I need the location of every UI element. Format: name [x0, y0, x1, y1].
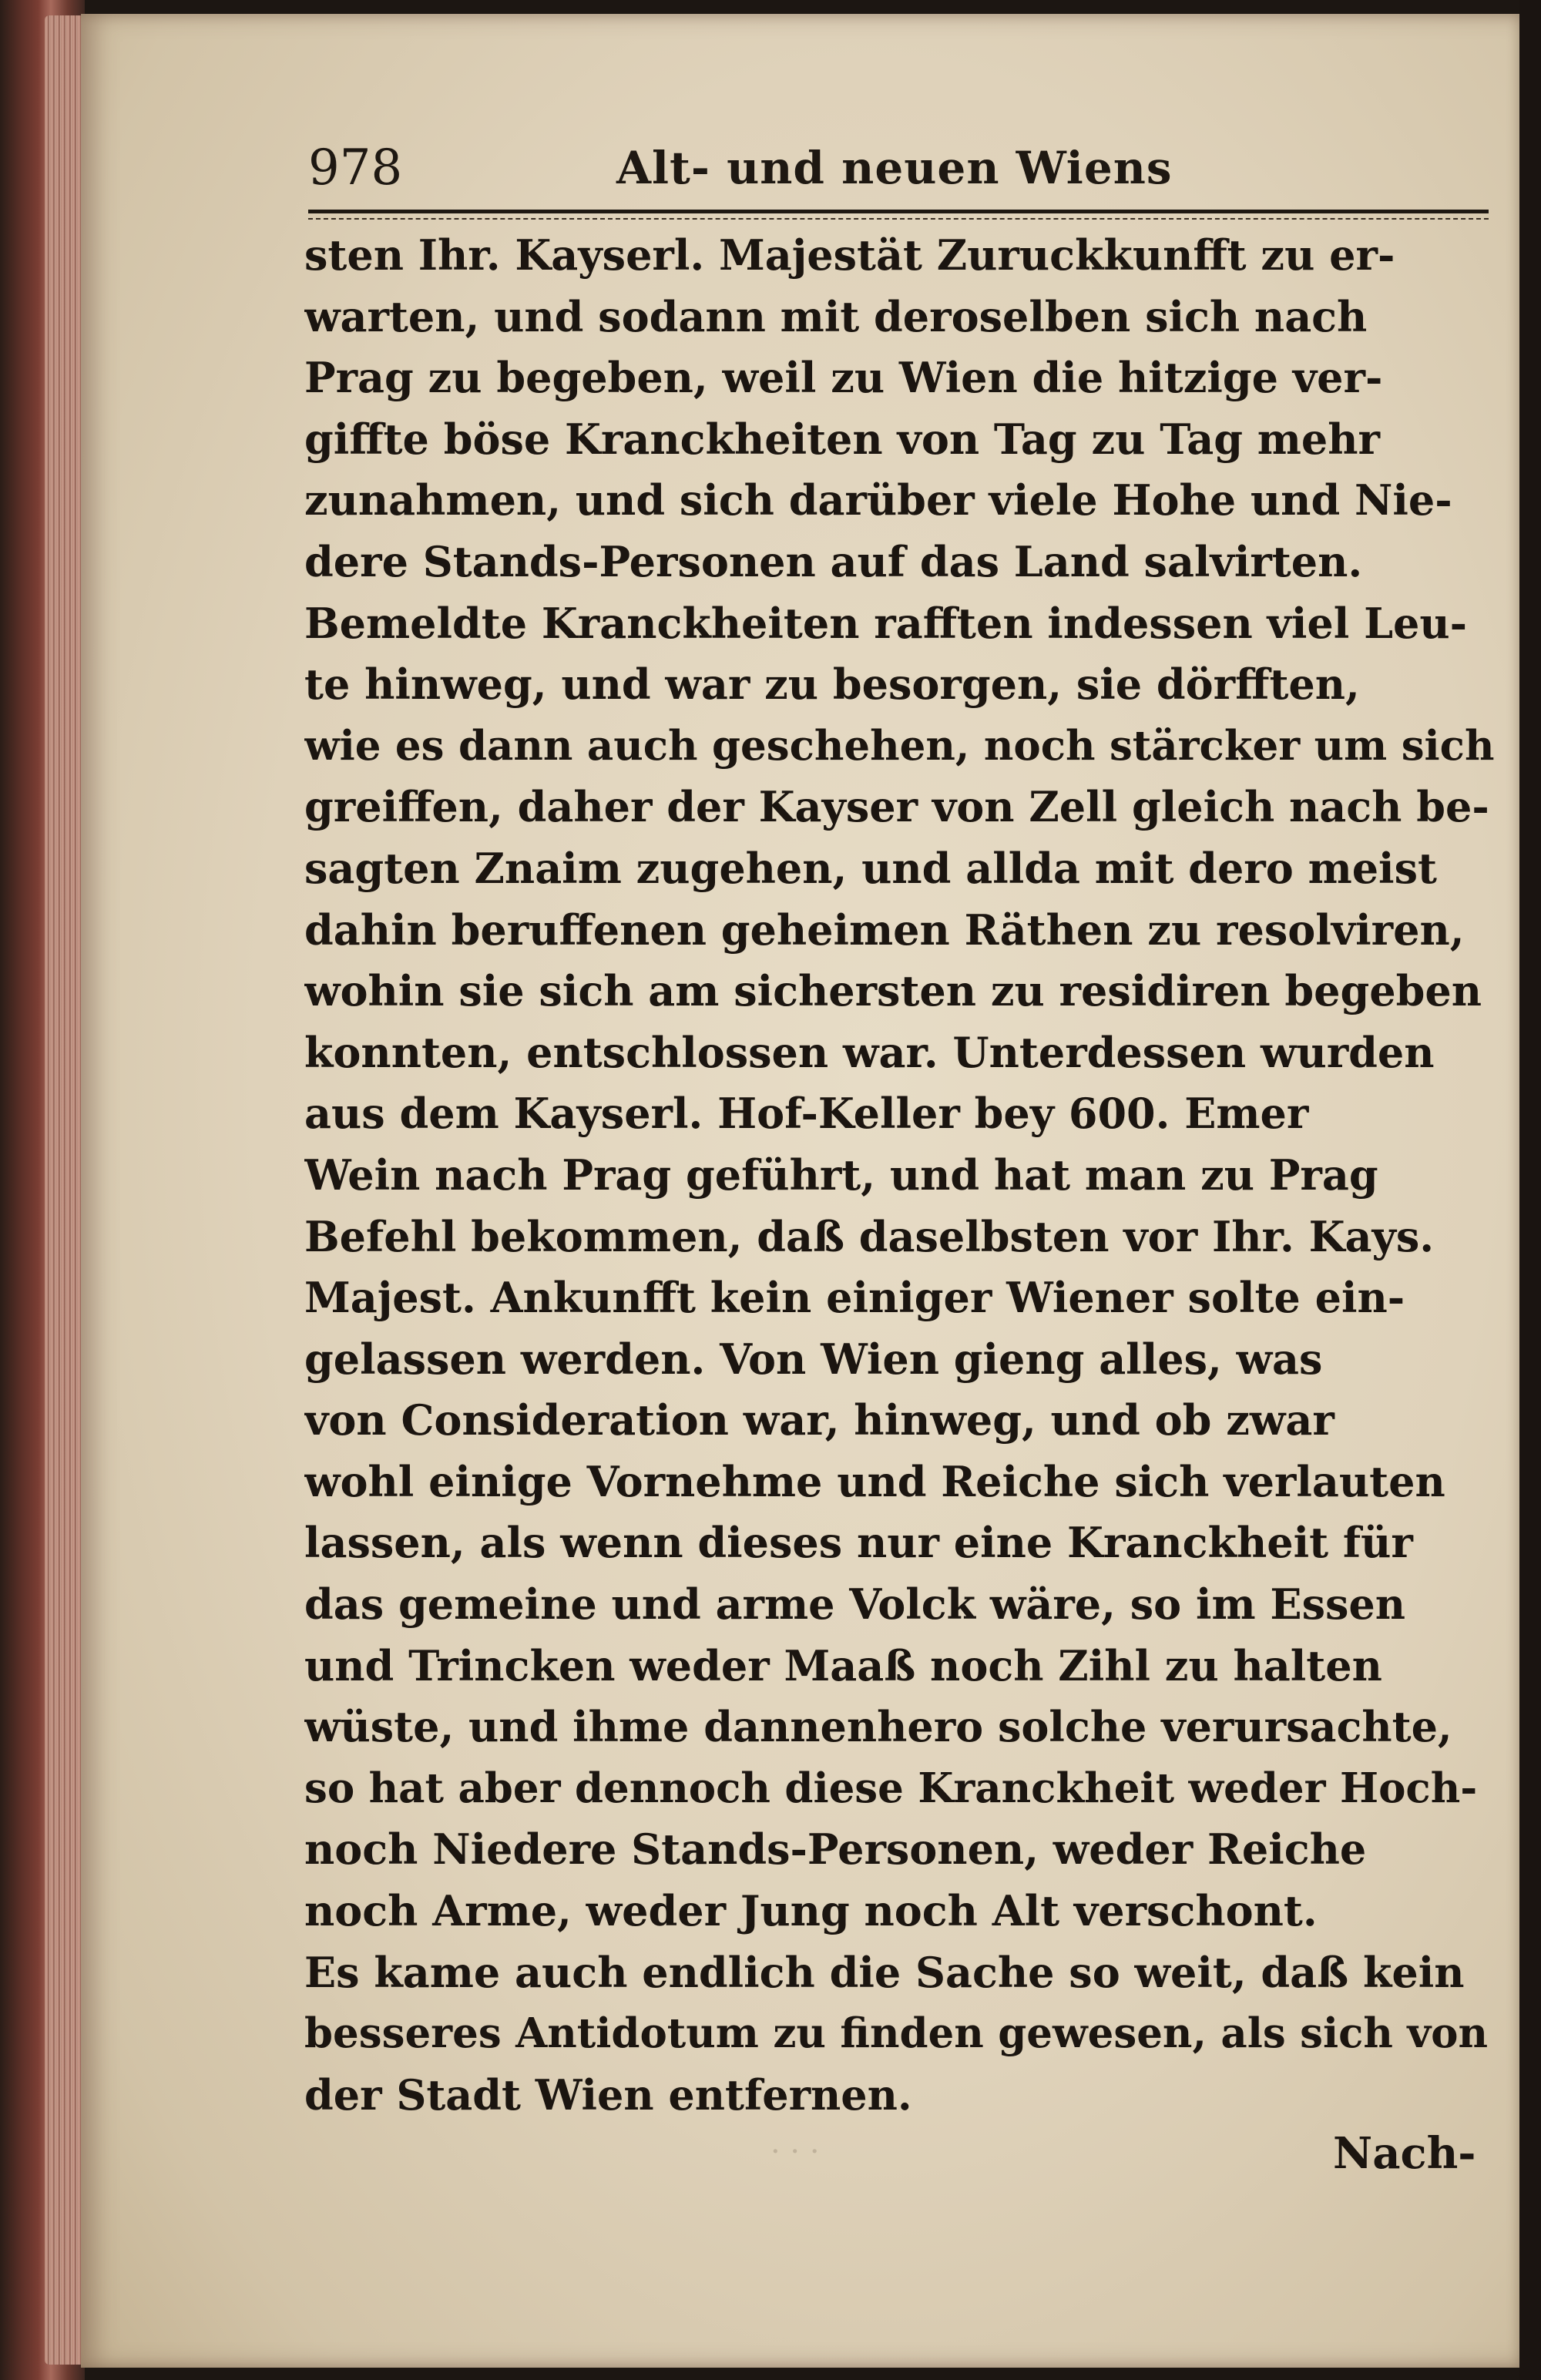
- page-number: 978: [308, 139, 403, 196]
- text-line: so hat aber dennoch diese Kranckheit weder Hoch-: [304, 1764, 1478, 1812]
- text-line: wohl einige Vornehme und Reiche sich verlauten: [304, 1456, 1445, 1506]
- text-line: Bemeldte Kranckheiten rafften indessen viel Leu-: [304, 598, 1468, 648]
- header-rule-dashed: [308, 218, 1489, 220]
- text-line: te hinweg, und war zu besorgen, sie dörfften,: [304, 660, 1360, 710]
- text-line: noch Arme, weder Jung noch Alt verschont.: [304, 1886, 1318, 1936]
- text-line: konnten, entschlossen war. Unterdessen wurden: [304, 1027, 1435, 1077]
- text-line: Wein nach Prag geführt, und hat man zu Prag: [304, 1150, 1378, 1200]
- scan-border: [1519, 0, 1541, 2380]
- text-line: greiffen, daher der Kayser von Zell gleich nach be-: [304, 782, 1489, 832]
- text-line: Majest. Ankunfft kein einiger Wiener solte ein-: [304, 1273, 1405, 1323]
- text-line: sten Ihr. Kayserl. Majestät Zuruckkunfft zu er-: [304, 230, 1395, 280]
- running-head: [308, 137, 1487, 206]
- text-line: aus dem Kayserl. Hof-Keller bey 600. Emer: [304, 1089, 1309, 1139]
- text-line: zunahmen, und sich darüber viele Hohe und Nie-: [304, 475, 1452, 525]
- text-line: wüste, und ihme dannenhero solche verursachte,: [304, 1702, 1452, 1752]
- bleed-through-marks: · · ·: [770, 2134, 820, 2170]
- text-line: lassen, als wenn dieses nur eine Kranckheit für: [304, 1518, 1413, 1568]
- text-line: gelassen werden. Von Wien gieng alles, was: [304, 1334, 1323, 1384]
- text-line: und Trincken weder Maaß noch Zihl zu halten: [304, 1640, 1382, 1690]
- text-line: wie es dann auch geschehen, noch stärcker um sich: [304, 721, 1495, 770]
- text-line: warten, und sodann mit deroselben sich nach: [304, 291, 1368, 341]
- text-line: besseres Antidotum zu finden gewesen, als sich von: [304, 2009, 1489, 2058]
- text-line: Es kame auch endlich die Sache so weit, daß kein: [304, 1947, 1465, 1997]
- text-line: das gemeine und arme Volck wäre, so im Essen: [304, 1579, 1405, 1630]
- header-rule: [308, 210, 1489, 213]
- catchword: Nach-: [1333, 2128, 1476, 2179]
- running-title: Alt- und neuen Wiens: [616, 142, 1173, 194]
- text-line: wohin sie sich am sichersten zu residiren begeben: [304, 966, 1482, 1016]
- text-line: dere Stands-Personen auf das Land salvirten.: [304, 536, 1363, 586]
- text-line: der Stadt Wien entfernen.: [304, 2069, 912, 2120]
- text-line: Befehl bekommen, daß daselbsten vor Ihr. Kays.: [304, 1211, 1435, 1261]
- text-line: Prag zu begeben, weil zu Wien die hitzige ver-: [304, 353, 1383, 403]
- text-line: giffte böse Kranckheiten von Tag zu Tag mehr: [304, 414, 1380, 464]
- text-line: von Consideration war, hinweg, und ob zwar: [304, 1395, 1335, 1445]
- text-line: noch Niedere Stands-Personen, weder Reiche: [304, 1824, 1367, 1875]
- body-text: [304, 225, 1495, 2126]
- text-line: sagten Znaim zugehen, und allda mit dero meist: [304, 843, 1437, 893]
- text-line: dahin beruffenen geheimen Räthen zu resolviren,: [304, 905, 1465, 955]
